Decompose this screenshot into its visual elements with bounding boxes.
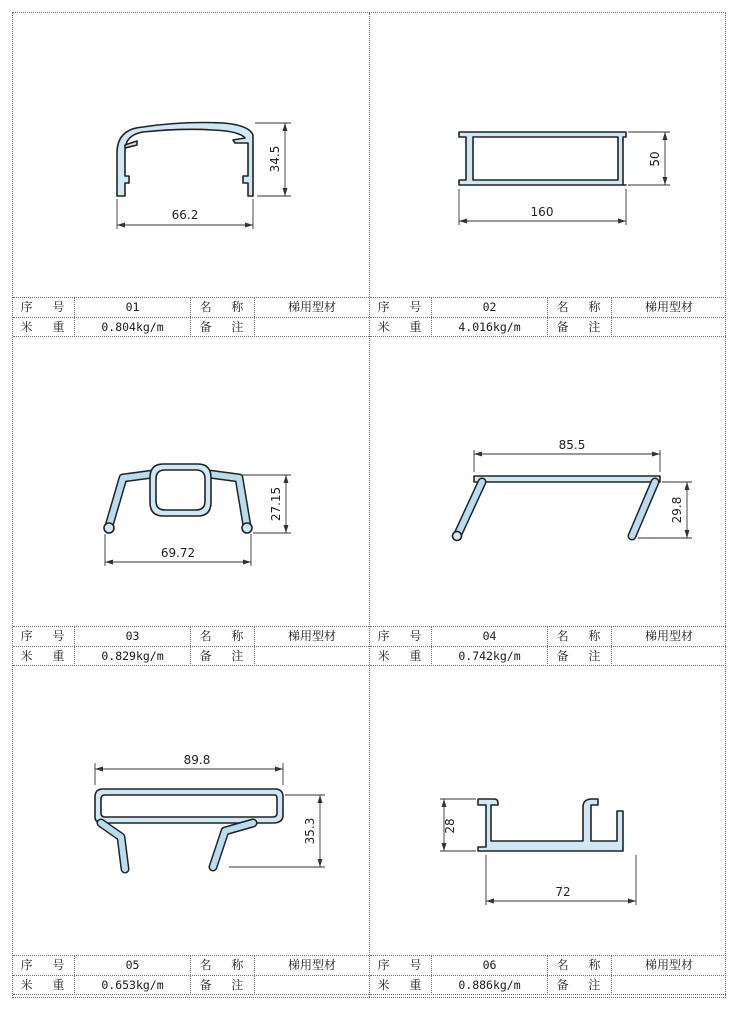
dim-label-width-05: 89.8 <box>183 753 211 767</box>
remark-label: 备 注 <box>191 647 255 666</box>
info-table-06 <box>370 955 726 995</box>
profile-drawing-03 <box>13 342 369 626</box>
profile-05-legs <box>101 823 253 869</box>
remark-label: 备 注 <box>548 976 612 995</box>
name-value: 梯用型材 <box>644 629 693 643</box>
profile-cell-01 <box>13 13 369 341</box>
profile-05-tread <box>95 789 283 823</box>
remark-value <box>255 647 369 666</box>
profile-drawing-05 <box>13 671 369 955</box>
weight-value: 0.653kg/m <box>75 976 191 995</box>
remark-value <box>612 976 726 995</box>
profile-04-legs <box>458 482 655 536</box>
dim-label-height-01: 34.5 <box>268 145 282 173</box>
name-value: 梯用型材 <box>287 300 336 314</box>
profile-02-shape <box>459 132 626 185</box>
serial-value: 05 <box>75 956 191 975</box>
serial-value: 04 <box>432 627 548 646</box>
profile-02-svg <box>370 13 726 297</box>
name-label: 名 称 <box>191 627 255 646</box>
name-label: 名 称 <box>548 298 612 317</box>
profile-04-svg <box>370 342 726 626</box>
serial-value: 01 <box>75 298 191 317</box>
info-table-05 <box>13 955 369 995</box>
profile-01-svg <box>13 13 369 297</box>
profile-cell-06 <box>370 671 726 999</box>
profile-01-shape <box>117 123 253 197</box>
serial-value: 03 <box>75 627 191 646</box>
profile-drawing-01 <box>13 13 369 297</box>
weight-value: 0.886kg/m <box>432 976 548 995</box>
catalog-sheet <box>12 12 726 998</box>
weight-label: 米 重 <box>370 647 432 666</box>
dim-label-width-04: 85.5 <box>558 438 586 452</box>
serial-label: 序 号 <box>13 627 75 646</box>
profile-cell-02 <box>370 13 726 341</box>
weight-label: 米 重 <box>13 647 75 666</box>
remark-value <box>612 647 726 666</box>
profile-06-shape <box>478 799 623 851</box>
remark-value <box>255 318 369 337</box>
profile-03-bead-right <box>242 523 252 533</box>
name-label: 名 称 <box>548 627 612 646</box>
serial-label: 序 号 <box>370 627 432 646</box>
weight-value: 4.016kg/m <box>432 318 548 337</box>
profile-03-tube <box>150 464 211 516</box>
name-value: 梯用型材 <box>644 300 693 314</box>
profile-03-bead-left <box>104 523 114 533</box>
dim-label-height-06: 28 <box>443 818 457 834</box>
dim-label-height-04: 29.8 <box>670 496 684 524</box>
name-value: 梯用型材 <box>287 958 336 972</box>
dim-label-width-06: 72 <box>555 885 571 899</box>
weight-label: 米 重 <box>13 976 75 995</box>
profile-03-svg <box>13 342 369 626</box>
weight-value: 0.829kg/m <box>75 647 191 666</box>
dim-label-height-03: 27.15 <box>269 486 283 522</box>
serial-value: 06 <box>432 956 548 975</box>
remark-label: 备 注 <box>191 976 255 995</box>
name-label: 名 称 <box>191 298 255 317</box>
profile-05-svg <box>13 671 369 955</box>
serial-label: 序 号 <box>370 298 432 317</box>
info-table-02 <box>370 297 726 337</box>
profile-cell-05 <box>13 671 369 999</box>
dim-label-height-02: 50 <box>648 151 662 167</box>
weight-label: 米 重 <box>370 976 432 995</box>
remark-value <box>612 318 726 337</box>
remark-label: 备 注 <box>548 318 612 337</box>
info-table-01 <box>13 297 369 337</box>
name-value: 梯用型材 <box>287 629 336 643</box>
name-value: 梯用型材 <box>644 958 693 972</box>
profile-06-svg <box>370 671 726 955</box>
profile-04-bead <box>453 532 462 541</box>
remark-value <box>255 976 369 995</box>
dim-label-width-02: 160 <box>530 205 554 219</box>
serial-label: 序 号 <box>13 956 75 975</box>
weight-value: 0.804kg/m <box>75 318 191 337</box>
remark-label: 备 注 <box>191 318 255 337</box>
profile-drawing-04 <box>370 342 726 626</box>
profile-drawing-02 <box>370 13 726 297</box>
serial-label: 序 号 <box>370 956 432 975</box>
profile-04-tread <box>474 476 660 482</box>
profile-cell-03 <box>13 342 369 670</box>
serial-value: 02 <box>432 298 548 317</box>
name-label: 名 称 <box>191 956 255 975</box>
info-table-03 <box>13 626 369 666</box>
dim-label-width-01: 66.2 <box>171 208 199 222</box>
profile-03-wings <box>109 474 247 526</box>
profile-drawing-06 <box>370 671 726 955</box>
info-table-04 <box>370 626 726 666</box>
weight-label: 米 重 <box>13 318 75 337</box>
dim-label-width-03: 69.72 <box>160 546 196 560</box>
dim-label-height-05: 35.3 <box>303 817 317 845</box>
profile-cell-04 <box>370 342 726 670</box>
weight-label: 米 重 <box>370 318 432 337</box>
weight-value: 0.742kg/m <box>432 647 548 666</box>
name-label: 名 称 <box>548 956 612 975</box>
remark-label: 备 注 <box>548 647 612 666</box>
serial-label: 序 号 <box>13 298 75 317</box>
